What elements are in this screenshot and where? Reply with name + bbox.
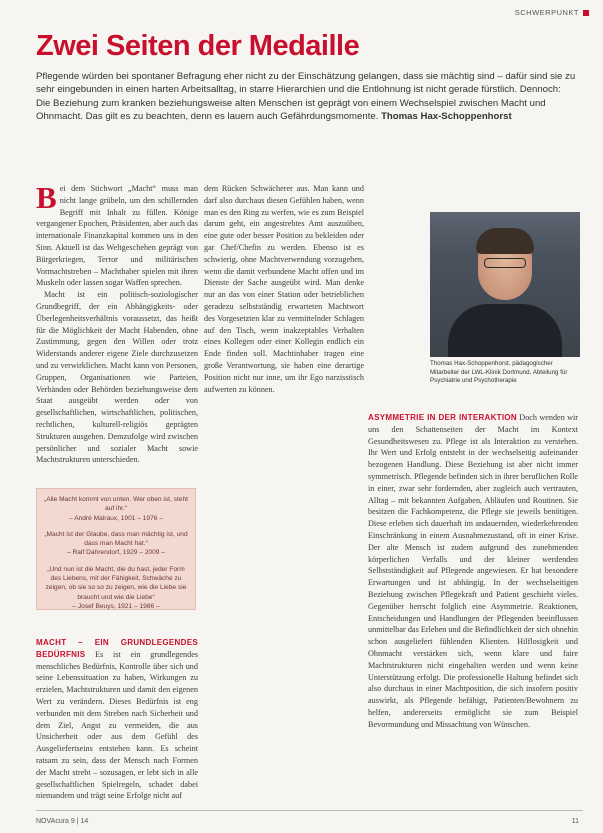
column-1 — [36, 180, 198, 466]
section-tag — [515, 8, 589, 17]
column-1-lower — [36, 637, 198, 802]
paragraph-intro-text: ei dem Stichwort „Macht“ muss man nicht lange grübeln, um den schillernden Begriff mit Inhalt zu füllen. Könige vergangener Epochen, Präsidenten, aber auch das internationale Finanzkapital kommen uns in den Sinn. Aktuell ist das Weltgeschehen geprägt von Bürgerkriegen, Terror und militärischen Vormachtstreben – Machthaber spielen mit ihren Muskeln oder lassen sogar Waffen sprechen. — [36, 184, 198, 288]
paragraph-intro — [36, 180, 198, 289]
quote-source: – Ralf Dahrendorf, 1929 – 2009 – — [67, 549, 165, 557]
photo-glasses — [484, 258, 526, 268]
author-photo — [430, 212, 580, 357]
quote-source: – André Malraux, 1901 – 1976 – — [69, 514, 163, 522]
quote-2 — [43, 530, 189, 558]
quote-text: „Alle Macht kommt von unten. Wer oben ist, steht auf ihr.“ — [44, 496, 188, 513]
drop-cap: B — [36, 180, 57, 215]
article-title: Zwei Seiten der Medaille — [36, 30, 360, 62]
paragraph-asymmetry — [368, 412, 578, 731]
quote-box — [36, 488, 196, 610]
quote-source: – Josef Beuys, 1921 – 1986 – — [72, 602, 160, 610]
paragraph-need — [36, 637, 198, 802]
quote-3 — [43, 565, 189, 611]
photo-caption: Thomas Hax-Schoppenhorst, pädagogischer Mitarbeiter der LWL-Klinik Dortmund, Abteilung für Psychiatrie und Psychotherapie — [430, 360, 568, 385]
author-name: Thomas Hax-Schoppenhorst — [381, 111, 512, 123]
article-lead — [36, 70, 576, 124]
footer-rule — [36, 810, 583, 811]
section-label: SCHWERPUNKT — [514, 8, 579, 17]
column-3 — [368, 412, 578, 731]
quote-text: „Und nun ist die Macht, die du hast, jeder Form des Liebens, mit der Fähigkeit, Schwäche zu zeigen, ob sie so so zu zeigen, wie die Liebe sie braucht und wie die Liebe“ — [45, 565, 187, 601]
quote-1 — [43, 495, 189, 523]
paragraph-continuation: dem Rücken Schwächerer aus. Man kann und darf also durchaus diesen Gefühlen haben, wenn man es den Ring zu werfen, wie es zum Beispiel darum geht, ein angestrebtes Amt auszuüben, eine gute oder besser Position zu bekleiden oder gar Chef/Chefin zu werden. Ebenso ist es schwierig, ohne Machtverwendung vorzugehen, wenn die damit verbundene Macht offen und im Dienste der Sache ausgeübt wird. Man denke nur an das von einer Station oder betrieblichen geradezu selbstständig erwarteten Machtwort des Vorgesetzten klar zu vermittelnder Schlagen auf den Tisch, wenn inakzeptables Verhalten eines Kollegen oder einer Kollegin endlich ein Ende finden soll. Machtinhaber tragen eine große Verantwortung, sie haben eine derartige Position nicht nur inne, um ihr Ego narzisstisch aufwerten zu können. — [204, 184, 364, 394]
paragraph-asymmetry-text: Doch wenden wir uns den Schattenseiten der Macht im Kontext Gesundheitswesen zu. Pflege ist als Interaktion zu verstehen. Ihr Wert und Erfolg entsteht in der wechselseitig aufeinander bezogenen Handlung. Diese Beziehung ist aber nicht immer symmetrisch. Pflegende befinden sich in ihrer beruflichen Rolle in einer, zwar sehr fordernden, aber zugleich auch vertrauten, Alltag – mit bekannten Aufgaben, Abläufen und Routinen. Sie besitzen die Fachkompetenz, die Pflege sie jeweils benötigen. Diese erleben sich dauerhaft im andauernden, wiederkehrenden Einschränkung in einem Ausnahmezustand, oft in einer Krise. Der alte Mensch ist zudem aufgrund des zunehmenden körperlichen Verfalls und der kleiner werdenden Selbstständigkeit auf Pflegende angewiesen. Er hat besondere Erwartungen und ist abhängig. In der wechselseitigen Beziehung zwischen Pflegekraft und Patient geschieht vieles. Gegenüber herrscht folglich eine Asymmetrie. Reaktionen, Entscheidungen und Handlungen der Pflegenden beeinflussen unmittelbar das Erleben und die Befindlichkeit der sich ohnehin schon ausgeliefert fühlenden Klienten. Hilflosigkeit und Ohnmacht verstärken sich, wenn klare und faire Machtstrukturen nicht eingehalten werden und wenn keine Unterstützung erfolgt. Die professionelle Haltung befindet sich also durchaus in einer Machtposition, die sich insofern positiv auswirkt, als Pflegende befähigt, Patienten/Bewohnern zu helfen, andererseits ermöglicht sie zum Beispiel Bevormundung und Missachtung von Wünschen. — [368, 413, 578, 729]
subheading-need: MACHT – EIN GRUNDLEGENDES BEDÜRFNIS — [36, 638, 198, 659]
paragraph-need-text: Es ist ein grundlegendes menschliches Bedürfnis, Kontrolle über sich und seine Lebenssituation zu haben, Wirkungen zu erzielen, Machtstrukturen und damit den eigenen Wert zu verändern. Dieses Bedürfnis ist eng verbunden mit dem Streben nach Sicherheit und dem Ziel, Angst zu vermeiden, die aus Unsicherheit oder aus dem Gefühl des Ausgeliefertseins entstehen kann. Es scheint ratsam zu sein, dass der Mensch nach Formen der Macht strebt – sozusagen, er lebt sich in alle gesellschaftlichen Spielregeln, schadet dabei niemandem und trägt seine Erfolge nicht auf — [36, 649, 199, 801]
paragraph-definition: Macht ist ein politisch-soziologischer Grundbegriff, der ein Abhängigkeits- oder Überlegenheitsverhältnis voraussetzt, das heißt für die Möglichkeit der Macht Habenden, ohne Zustimmung, gegen den Willen oder trotz Widerstands anderer eigene Ziele durchzusetzen und zu verwirklichen. Macht kann von Personen, Gruppen, Organisationen wie Parteien, Verbänden oder Behörden beziehungsweise dem Staat ausgeübt werden oder von gesellschaftlichen, wirtschaftlichen, politischen, rechtlichen, kulturell-religiös geprägten Strukturen ausgehen. Demzufolge wird zwischen persönlicher und sozialer Macht sowie Machtstrukturen unterschieden. — [36, 290, 198, 465]
photo-hair — [476, 228, 534, 254]
section-marker — [583, 10, 589, 16]
page-number: 11 — [571, 818, 579, 825]
lead-text: Pflegende würden bei spontaner Befragung eher nicht zu der Einschätzung gelangen, dass sie mächtig sind – dafür sind sie zu sehr eingebunden in einen harten Arbeitsalltag, in starre Hierarchien und die Entlohnung ist nicht gerade fürstlich. Dennoch: Die Beziehung zum kranken beziehungsweise alten Menschen ist geprägt von einem Wechselspiel zwischen Macht und Ohnmacht. Das gilt es zu beachten, denn es lauern auch Gefährdungsmomente. — [36, 71, 576, 123]
column-2 — [204, 183, 364, 395]
quote-text: „Macht ist der Glaube, dass man mächtig ist, und dass man Macht hat.“ — [44, 530, 188, 548]
subheading-asymmetry: ASYMMETRIE IN DER INTERAKTION — [368, 413, 517, 422]
magazine-issue: NOVAcura 9 | 14 — [36, 818, 89, 825]
photo-shirt — [448, 304, 562, 357]
